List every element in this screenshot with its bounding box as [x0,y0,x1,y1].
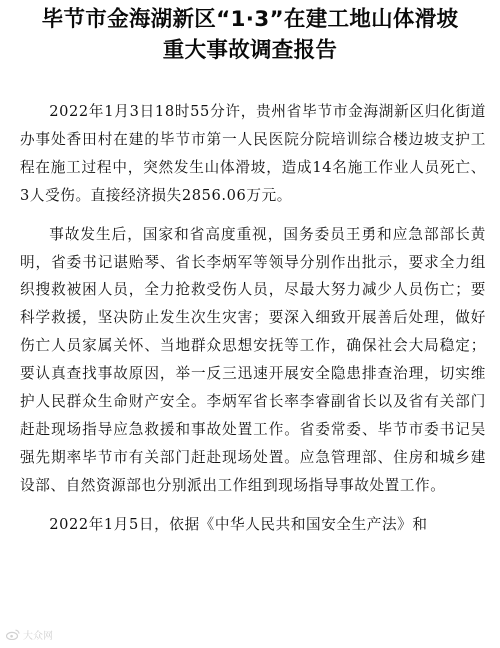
source-watermark [6,625,53,643]
paragraph-summary: 2022年1月3日18时55分许，贵州省毕节市金海湖新区归化街道办事处香田村在建的毕节市第一人民医院分院培训综合楼边坡支护工程在施工过程中，突然发生山体滑坡，造成14名施工作业人员死亡、3人受伤。直接经济损失2856.06万元。 [20,103,486,204]
report-title [0,0,500,66]
report-title-line-2: 重大事故调查报告 [162,38,338,63]
paragraph-investigation-start: 2022年1月5日，依据《中华人民共和国安全生产法》和 [49,515,428,533]
weibo-logo-icon [6,629,20,640]
report-title-line-1: 毕节市金海湖新区“1·3”在建工地山体滑坡 [41,7,459,32]
report-body [20,98,486,550]
watermark-text: 大众网 [23,630,53,642]
paragraph-response: 事故发生后，国家和省高度重视，国务委员王勇和应急部部长黄明，省委书记谌贻琴、省长李炳军等领导分别作出批示，要求全力组织搜救被困人员，全力抢救受伤人员，尽最大努力减少人员伤亡；要科学救援，坚决防止发生次生灾害；要深入细致开展善后处理，做好伤亡人员家属关怀、当地群众思想安抚等工作，确保社会大局稳定；要认真查找事故原因，举一反三迅速开展安全隐患排查治理，切实维护人民群众生命财产安全。李炳军省长率李睿副省长以及省有关部门赶赴现场指导应急救援和事故处置工作。省委常委、毕节市委书记吴强先期率毕节市有关部门赶赴现场处置。应急管理部、住房和城乡建设部、自然资源部也分别派出工作组到现场指导事故处置工作。 [20,225,486,494]
